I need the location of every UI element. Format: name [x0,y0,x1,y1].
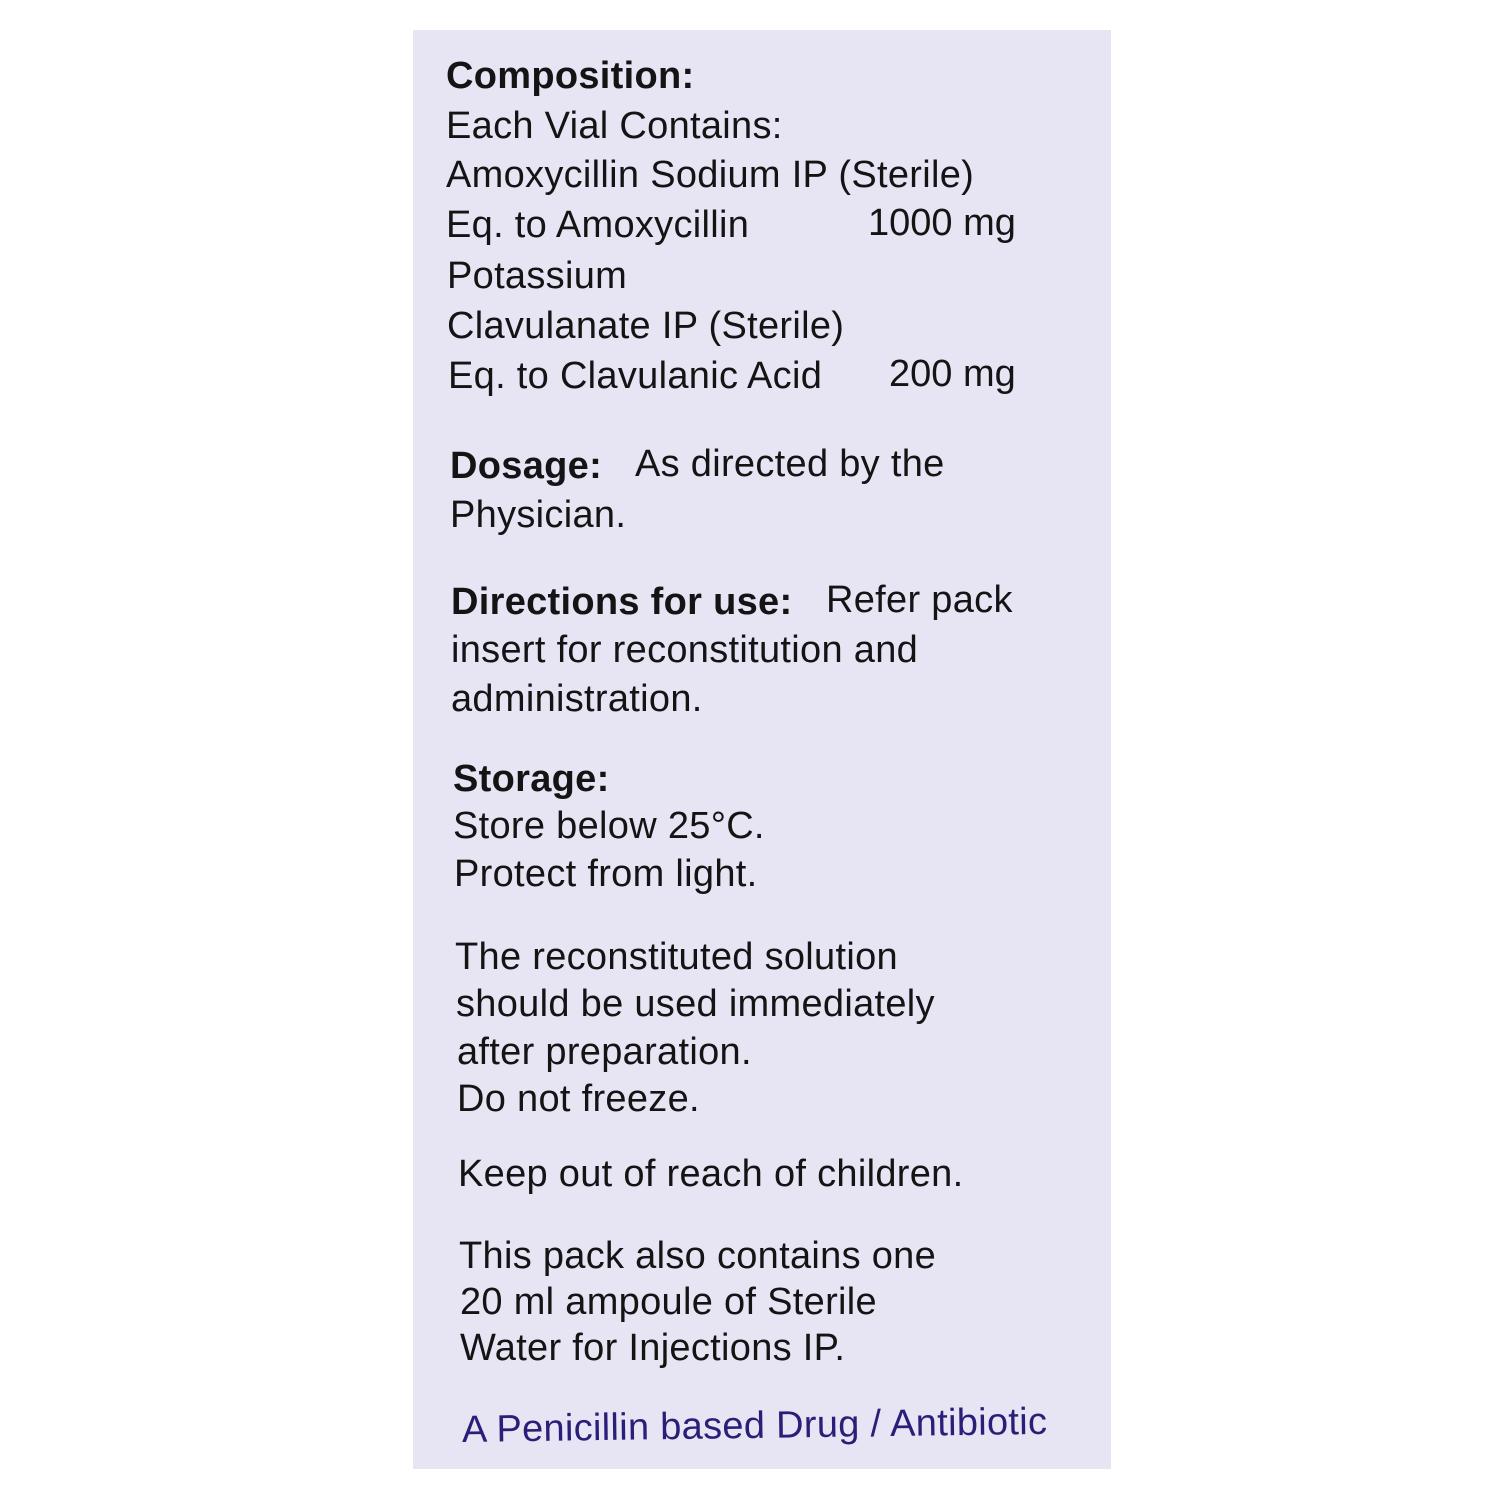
drug-class-footer: A Penicillin based Drug / Antibiotic [461,1400,1048,1451]
children-warning: Keep out of reach of children. [458,1153,964,1195]
reconstituted-line3: after preparation. [457,1031,752,1073]
pack-line1: This pack also contains one [459,1235,937,1277]
reconstituted-line4: Do not freeze. [457,1078,700,1120]
composition-amoxycillin-eq-label: Eq. to Amoxycillin [446,204,750,246]
reconstituted-line1: The reconstituted solution [455,936,898,978]
composition-potassium: Potassium [447,255,628,297]
composition-heading: Composition: [446,55,695,97]
composition-intro: Each Vial Contains: [446,105,783,147]
composition-clavulanic-amount: 200 mg [889,353,1016,395]
dosage-text-line1: As directed by the [635,443,945,485]
directions-heading: Directions for use: [451,581,793,623]
dosage-heading: Dosage: [450,445,603,487]
directions-text-line3: administration. [451,678,703,720]
composition-amoxycillin-amount: 1000 mg [868,202,1016,244]
pack-line3: Water for Injections IP. [460,1327,846,1369]
storage-heading: Storage: [453,758,610,800]
dosage-text-line2: Physician. [450,494,627,536]
storage-line1: Store below 25°C. [453,805,765,847]
pack-line2: 20 ml ampoule of Sterile [460,1281,877,1323]
directions-text-line2: insert for reconstitution and [451,629,919,671]
composition-amoxycillin-sodium: Amoxycillin Sodium IP (Sterile) [446,154,975,196]
storage-line2: Protect from light. [454,853,758,895]
directions-text-line1: Refer pack [826,579,1013,621]
reconstituted-line2: should be used immediately [456,983,935,1025]
composition-clavulanate: Clavulanate IP (Sterile) [447,305,845,347]
composition-clavulanic-eq-label: Eq. to Clavulanic Acid [448,355,823,397]
